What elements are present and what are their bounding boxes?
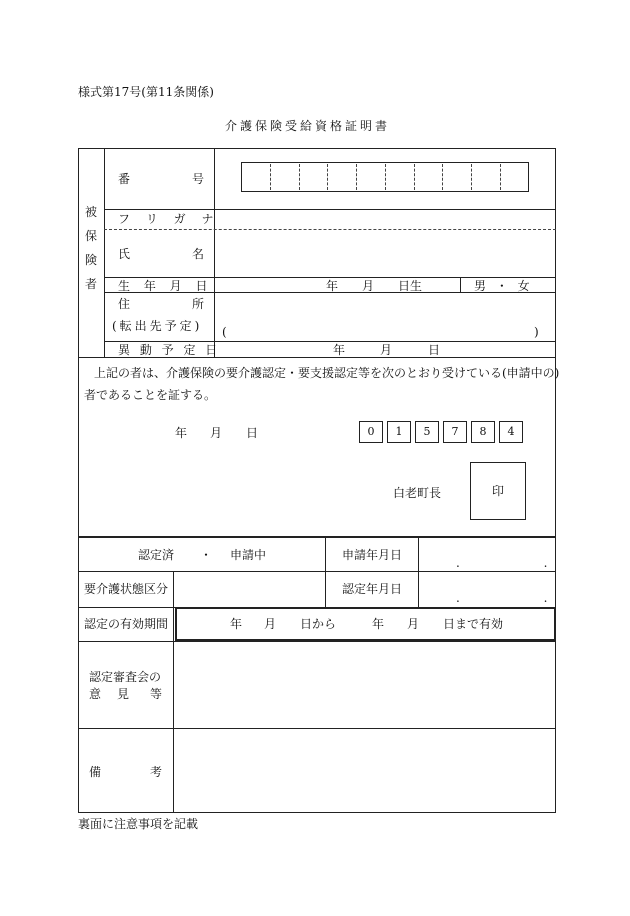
- sex-select[interactable]: 男 ・ 女: [474, 279, 533, 293]
- move-date-label: 異 動 予 定 日: [118, 343, 221, 357]
- application-date-label: 申請年月日: [342, 548, 403, 562]
- council-label: 認定審査会の: [89, 670, 162, 684]
- status-applying[interactable]: 申請中: [230, 548, 267, 562]
- care-level-label: 要介護状態区分: [84, 582, 169, 596]
- name-label: 氏: [118, 247, 131, 261]
- care-level-field[interactable]: [175, 573, 323, 605]
- validity-label: 認定の有効期間: [84, 617, 169, 631]
- furigana-field[interactable]: [216, 211, 554, 227]
- name-field[interactable]: [216, 231, 554, 276]
- remarks-label: 備: [89, 765, 102, 779]
- application-date-field[interactable]: . .: [456, 556, 588, 570]
- dob-label: 生 年 月 日: [118, 279, 213, 293]
- page-title: 介護保険受給資格証明書: [225, 119, 391, 133]
- mayor-label: 白老町長: [393, 486, 442, 500]
- council-opinion-field[interactable]: [175, 643, 554, 727]
- status-certified[interactable]: 認定済: [138, 548, 175, 562]
- address-field[interactable]: [216, 294, 554, 340]
- certification-text-line2: 者であることを証する。: [84, 388, 217, 402]
- address-sub-label: (転出先予定): [112, 319, 203, 333]
- number-label: 番: [118, 172, 131, 186]
- certification-text-line1: 上記の者は、介護保険の要介護認定・要支援認定等を次のとおり受けている(申請中の): [94, 366, 560, 380]
- footer-note: 裏面に注意事項を記載: [78, 817, 199, 831]
- address-label: 住: [118, 297, 131, 311]
- form-number: 様式第17号(第11条関係): [78, 85, 214, 99]
- seal-box: 印: [470, 462, 526, 520]
- cert-date-field[interactable]: . .: [456, 591, 588, 605]
- cert-date-label: 認定年月日: [342, 582, 403, 596]
- furigana-label: フ リ ガ ナ: [118, 212, 220, 226]
- remarks-field[interactable]: [175, 730, 554, 811]
